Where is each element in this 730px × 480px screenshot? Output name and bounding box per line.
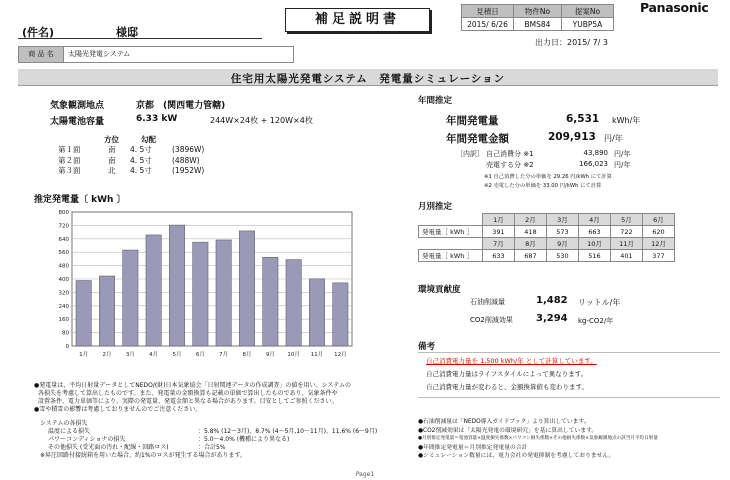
bar <box>99 276 114 346</box>
month-value: 620 <box>643 226 675 238</box>
note-line: ●発電量は、平均日射量データとしてNEDO/(財)日本気象協会「日射関連データの作成調査」の値を用い、システムの <box>34 382 351 389</box>
bar <box>239 231 254 346</box>
month-value: 401 <box>611 250 643 262</box>
y-tick-label: 80 <box>62 330 69 337</box>
annual-heading: 年間推定 <box>418 96 453 106</box>
bar <box>76 281 91 346</box>
note-line: ●雪や積雪の影響は考慮しておりませんのでご注意ください。 <box>34 406 202 413</box>
station-label: 気象観測地点 <box>50 101 105 111</box>
bar <box>123 250 138 346</box>
honorific: 様邸 <box>116 26 138 39</box>
month-value: 573 <box>547 226 579 238</box>
annual-gen-label: 年間発電量 <box>446 115 499 127</box>
loss-other-value: ：合計5% <box>198 444 226 451</box>
right-notes <box>418 418 728 461</box>
month-header: 9月 <box>547 238 579 250</box>
y-tick-label: 160 <box>58 317 69 324</box>
chart-title: 推定発電量〔 kWh 〕 <box>34 195 126 205</box>
band-title: 住宅用太陽光発電システム 発電量シミュレーション <box>230 73 506 85</box>
subject-label: (件名) <box>22 26 55 39</box>
meta-value-date: 2015/ 6/26 <box>462 18 514 31</box>
note-line: 設置条件、電力単価等により、実際の発電量、発電金額と異なる場合があります。目安としてご参照ください。 <box>38 398 338 405</box>
capacity-label: 太陽電池容量 <box>50 117 105 127</box>
brand-logo: Panasonic <box>640 0 709 15</box>
month-header: 4月 <box>579 214 611 226</box>
y-tick-label: 0 <box>65 344 69 350</box>
station-value: 京都 (関西電力管轄) <box>136 101 226 111</box>
bar <box>286 260 301 346</box>
month-header: 3月 <box>547 214 579 226</box>
document-title: 補足説明書 <box>285 8 430 32</box>
oil-value: 1,482 <box>536 295 568 306</box>
meta-table <box>461 4 614 31</box>
face-row: 第２面 南 4. 5寸 (488W) <box>58 155 200 165</box>
subject-underline <box>18 38 262 39</box>
x-tick-label: 2月 <box>102 352 112 358</box>
x-tick-label: 7月 <box>219 352 229 358</box>
orient-header-dir: 方位 <box>104 135 119 144</box>
faces-list <box>58 145 204 177</box>
y-tick-label: 400 <box>58 277 69 283</box>
bar <box>263 257 278 346</box>
annual-gen-unit: kWh/年 <box>612 116 641 125</box>
x-tick-label: 9月 <box>265 352 275 358</box>
annual-money-unit: 円/年 <box>604 134 623 143</box>
sell-value: 166,023 <box>579 160 608 168</box>
sell-label: 売電する分 ※2 <box>486 161 534 169</box>
meta-header-proposal: 提案No <box>562 5 614 18</box>
note-line: ●月別推定発電量＝電池容量×温度損失係数×パワコン損失係数×その他損失係数×気象観測地点の該当月平均日射量 <box>418 436 658 442</box>
monthly-heading: 月別推定 <box>418 202 453 212</box>
x-tick-label: 3月 <box>125 352 135 358</box>
y-tick-label: 560 <box>58 250 69 257</box>
month-value: 663 <box>579 226 611 238</box>
month-header: 1月 <box>483 214 515 226</box>
bar <box>169 225 184 346</box>
note-line: ●CO2削減効果は「太陽光発電の環境研究」を基に算出しています。 <box>418 427 598 434</box>
month-header: 5月 <box>611 214 643 226</box>
monthly-row-label: 発電量［ kWh ］ <box>419 226 483 238</box>
month-header: 11月 <box>611 238 643 250</box>
x-tick-label: 12月 <box>334 352 347 358</box>
y-tick-label: 240 <box>58 303 69 310</box>
annual-gen-value: 6,531 <box>566 113 600 125</box>
capacity-value: 6.33 kW <box>136 114 178 124</box>
remarks-heading: 備考 <box>418 342 436 352</box>
capacity-detail: 244W×24枚 + 120W×4枚 <box>210 116 313 125</box>
month-value: 418 <box>515 226 547 238</box>
loss-pcs-label: パワーコンディショナの損失 <box>48 436 126 443</box>
face-row: 第３面 北 4. 5寸 (1952W) <box>58 166 205 175</box>
y-tick-label: 640 <box>58 236 69 243</box>
co2-unit: kg-CO2/年 <box>578 317 614 325</box>
meta-value-proposal: YUBP5A <box>562 18 614 31</box>
self-consumption-unit: 円/年 <box>614 150 631 158</box>
loss-heading: システムの各損失 <box>40 420 88 427</box>
x-tick-label: 1月 <box>79 352 89 358</box>
month-value: 391 <box>483 226 515 238</box>
bar <box>216 240 231 346</box>
co2-value: 3,294 <box>536 313 568 324</box>
x-tick-label: 5月 <box>172 352 182 358</box>
month-header: 12月 <box>643 238 675 250</box>
note-line: ●石油削減量は「NEDO導入ガイドブック」より算出しています。 <box>418 419 590 425</box>
annual-note-2: ※2 売電した分の単価を 33.00 円/kWh にて計算 <box>484 183 602 189</box>
loss-temp-value: ：5.8% (12～3月)、8.7% (4～5月,10～11月)、11.6% (6～9月) <box>198 428 378 435</box>
env-heading: 環境貢献度 <box>418 285 461 295</box>
meta-header-date: 見積日 <box>462 5 514 18</box>
oil-label: 石油削減量 <box>470 298 505 306</box>
co2-label: CO2削減効果 <box>470 316 513 324</box>
oil-unit: リットル/年 <box>578 298 621 307</box>
monthly-row-label: 発電量［ kWh ］ <box>419 250 483 262</box>
y-tick-label: 720 <box>58 223 69 230</box>
sell-unit: 円/年 <box>614 161 631 169</box>
annual-money-value: 209,913 <box>548 131 596 143</box>
bar <box>333 283 348 346</box>
month-value: 633 <box>483 250 515 262</box>
meta-value-property: BMS84 <box>514 18 562 31</box>
month-header: 6月 <box>643 214 675 226</box>
self-consumption-label: 自己消費分 ※1 <box>486 150 534 158</box>
bar <box>193 242 208 346</box>
self-consumption-value: 43,890 <box>583 149 608 157</box>
month-header: 2月 <box>515 214 547 226</box>
month-header: 7月 <box>483 238 515 250</box>
remarks-line-3: 自己消費電力量が変わると、金額換算値も変わります。 <box>426 383 588 391</box>
bar <box>146 235 161 346</box>
product-value: 太陽光発電システム <box>64 46 294 63</box>
month-value: 722 <box>611 226 643 238</box>
orient-header-slope: 勾配 <box>141 135 156 144</box>
annual-money-label: 年間発電金額 <box>446 133 509 145</box>
x-tick-label: 11月 <box>310 352 324 358</box>
remarks-line-2: 自己消費電力量はライフスタイルによって異なります。 <box>426 370 588 378</box>
bar <box>309 279 324 346</box>
remarks-line-1: 自己消費電力量を 1,500 kWh/年 として計算しています。 <box>426 357 597 365</box>
meta-header-property: 物件No <box>514 5 562 18</box>
loss-temp-label: 温度による損失 <box>48 428 91 435</box>
month-header: 10月 <box>579 238 611 250</box>
note-line: ●年間推定発電量＝月別推定発電量の合計 <box>418 444 528 451</box>
loss-other-label: その他損失 (受光面の汚れ・配線・回路ロス) <box>48 444 169 451</box>
x-tick-label: 10月 <box>287 352 300 358</box>
annual-note-1: ※1 自己消費した分の単価を 29.26 円/kWh にて計算 <box>484 174 612 180</box>
month-value: 687 <box>515 250 547 262</box>
left-notes <box>34 382 414 414</box>
x-tick-label: 6月 <box>195 352 205 358</box>
x-tick-label: 4月 <box>149 352 159 358</box>
y-tick-label: 480 <box>58 263 69 270</box>
y-tick-label: 800 <box>58 210 69 216</box>
loss-footnote: ※昇圧回路付接続箱を用いた場合、約1%のロスが発生する場合があります。 <box>40 452 247 459</box>
month-value: 530 <box>547 250 579 262</box>
product-label: 商 品 名 <box>18 46 64 63</box>
note-line: ●シミュレーション数量には、電力会社の発電抑制を考慮しておりません。 <box>418 453 615 460</box>
monthly-table <box>418 213 675 262</box>
loss-pcs-value: ：5.0～4.0% (機種により異なる) <box>198 436 290 443</box>
month-header: 8月 <box>515 238 547 250</box>
face-row: 第１面 南 4. 5寸 (3896W) <box>58 145 205 154</box>
month-value: 516 <box>579 250 611 262</box>
note-line: 各損失を考慮して算出したものです。また、発電量の金額換算も記載の単価で算出したものであり、気象条件や <box>38 390 338 397</box>
x-tick-label: 8月 <box>242 352 252 358</box>
y-tick-label: 320 <box>58 290 69 297</box>
breakdown-label: ［内訳］ <box>456 150 484 158</box>
output-date: 出力日：2015/ 7/ 3 <box>535 38 609 47</box>
generation-bar-chart <box>50 206 360 366</box>
month-value: 377 <box>643 250 675 262</box>
page-label: Page1 <box>355 471 375 478</box>
